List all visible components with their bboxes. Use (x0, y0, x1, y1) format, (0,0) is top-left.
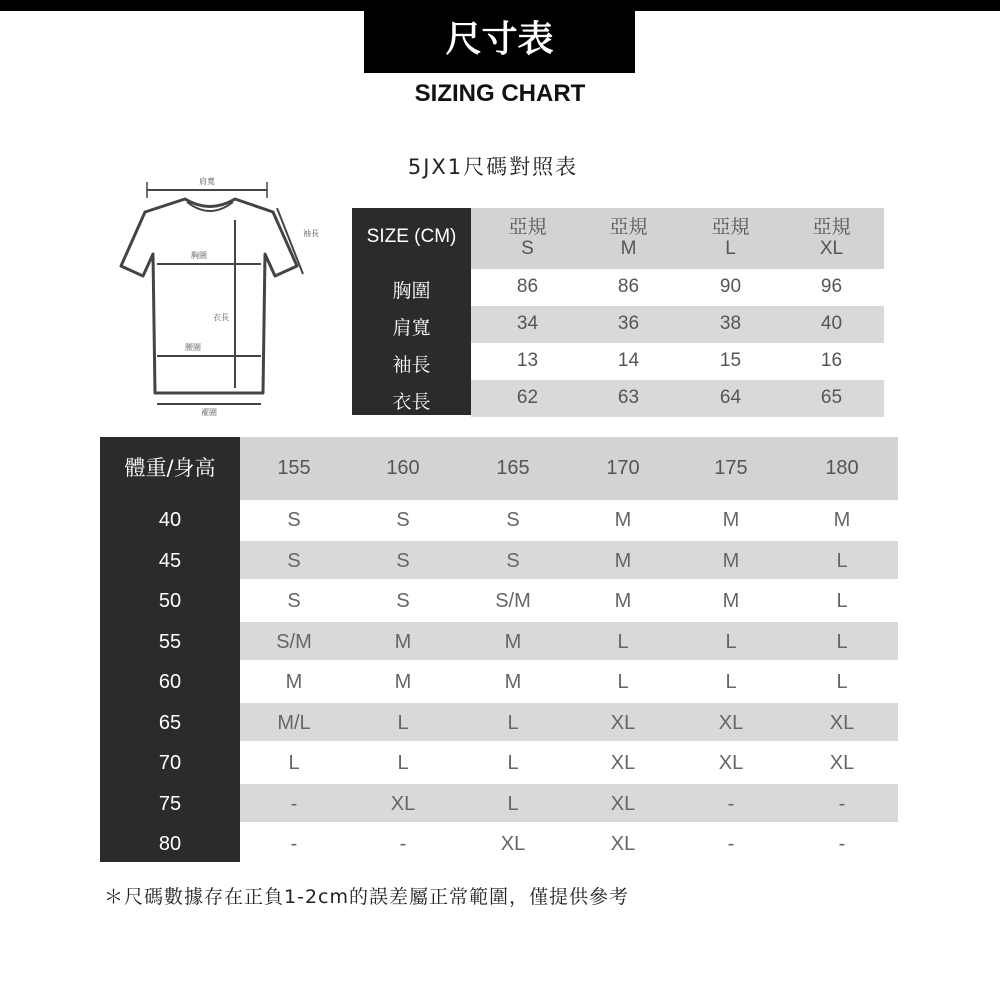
size-cell: L (725, 631, 737, 653)
size-cell: M (504, 671, 522, 693)
diagram-label-chest: 胸圍 (191, 251, 207, 260)
page-title: 尺寸表 (364, 0, 635, 73)
measurement-cell: 34 (516, 313, 539, 334)
size-cell: L (836, 631, 848, 653)
size-cell: - (290, 833, 298, 855)
size-col-s-line2: S (521, 238, 534, 259)
size-cell: XL (610, 793, 636, 815)
tshirt-diagram (115, 168, 325, 420)
size-cell: - (727, 833, 735, 855)
size-col-l-line2: L (725, 238, 736, 259)
weight-row-label: 75 (158, 793, 182, 815)
weight-row-label: 55 (158, 631, 182, 653)
size-cell: S (506, 550, 520, 572)
diagram-label-hem: 襬圍 (201, 408, 217, 417)
size-cell: S (287, 509, 301, 531)
size-cell: S (396, 509, 410, 531)
weight-row-label: 50 (158, 590, 182, 612)
measurement-row-label: 袖長 (392, 355, 431, 376)
height-col-header: 165 (496, 457, 530, 479)
measurement-corner: SIZE (CM) (366, 226, 457, 247)
size-col-m-line2: M (620, 238, 637, 259)
size-cell: M (722, 550, 740, 572)
size-cell: M (614, 590, 632, 612)
weight-height-table (100, 437, 898, 862)
size-cell: - (727, 793, 735, 815)
size-cell: L (397, 752, 409, 774)
size-cell: M (394, 631, 412, 653)
size-cell: - (399, 833, 407, 855)
measurement-cell: 16 (820, 350, 843, 371)
tshirt-outline (121, 199, 297, 393)
size-col-xl-line1: 亞規 (812, 217, 851, 238)
size-cell: XL (610, 752, 636, 774)
size-cell: S/M (276, 631, 312, 653)
measurement-table (352, 208, 884, 415)
measurement-cell: 38 (719, 313, 742, 334)
measurement-table-heading: 5JX1尺碼對照表 (407, 155, 579, 179)
size-cell: S (396, 590, 410, 612)
size-cell: M (504, 631, 522, 653)
measurement-cell: 62 (516, 387, 539, 408)
size-col-s (476, 217, 579, 259)
size-cell: L (507, 793, 519, 815)
measurement-cell: 65 (820, 387, 843, 408)
size-cell: - (838, 833, 846, 855)
measurement-cell: 96 (820, 276, 843, 297)
size-cell: M (394, 671, 412, 693)
measurement-cell: 63 (617, 387, 640, 408)
size-col-m (577, 217, 680, 259)
size-cell: M (833, 509, 851, 531)
size-cell: XL (610, 712, 636, 734)
weight-row-label: 60 (158, 671, 182, 693)
size-cell: L (836, 590, 848, 612)
size-cell: L (836, 550, 848, 572)
height-col-header: 170 (606, 457, 640, 479)
size-cell: XL (829, 752, 855, 774)
measurement-cell: 90 (719, 276, 742, 297)
size-cell: XL (718, 712, 744, 734)
height-col-header: 180 (825, 457, 859, 479)
size-cell: S (506, 509, 520, 531)
size-cell: M (722, 590, 740, 612)
size-cell: L (836, 671, 848, 693)
measurement-row-label: 胸圍 (392, 281, 431, 302)
measurement-cell: 36 (617, 313, 640, 334)
size-col-m-line1: 亞規 (609, 217, 648, 238)
size-cell: M (722, 509, 740, 531)
size-cell: - (838, 793, 846, 815)
size-cell: L (397, 712, 409, 734)
weight-height-corner: 體重/身高 (124, 456, 216, 480)
size-col-l (679, 217, 782, 259)
size-col-xl (780, 217, 883, 259)
sleeve-arrow (277, 208, 303, 274)
size-cell: L (507, 712, 519, 734)
size-cell: L (617, 671, 629, 693)
size-cell: L (725, 671, 737, 693)
measurement-cell: 15 (719, 350, 742, 371)
footnote: ＊尺碼數據存在正負1-2cm的誤差屬正常範圍，僅提供參考 (104, 886, 629, 908)
measurement-cell: 86 (617, 276, 640, 297)
measurement-cell: 64 (719, 387, 742, 408)
measurement-cell: 14 (617, 350, 640, 371)
measurement-cell: 13 (516, 350, 539, 371)
size-cell: XL (718, 752, 744, 774)
size-cell: M (285, 671, 303, 693)
size-cell: L (507, 752, 519, 774)
weight-row-label: 70 (158, 752, 182, 774)
height-col-header: 175 (714, 457, 748, 479)
measurement-row-label: 衣長 (392, 392, 431, 413)
diagram-label-waist: 腰圍 (185, 343, 201, 352)
weight-row-label: 45 (158, 550, 182, 572)
size-cell: XL (500, 833, 526, 855)
size-cell: M/L (277, 712, 311, 734)
size-cell: S (287, 590, 301, 612)
diagram-label-length: 衣長 (213, 313, 229, 322)
height-col-header: 155 (277, 457, 311, 479)
weight-row-label: 80 (158, 833, 182, 855)
size-cell: S/M (495, 590, 531, 612)
size-cell: S (396, 550, 410, 572)
size-col-xl-line2: XL (819, 238, 844, 259)
size-cell: L (288, 752, 300, 774)
size-cell: M (614, 550, 632, 572)
weight-row-label: 65 (158, 712, 182, 734)
diagram-label-shoulder: 肩寬 (199, 177, 215, 186)
measurement-cell: 86 (516, 276, 539, 297)
size-cell: S (287, 550, 301, 572)
size-col-s-line1: 亞規 (508, 217, 547, 238)
page-subtitle: SIZING CHART (414, 80, 586, 107)
size-cell: XL (390, 793, 416, 815)
size-cell: M (614, 509, 632, 531)
weight-row-label: 40 (158, 509, 182, 531)
measurement-row-label: 肩寬 (392, 318, 431, 339)
measurement-cell: 40 (820, 313, 843, 334)
height-col-header: 160 (386, 457, 420, 479)
size-col-l-line1: 亞規 (711, 217, 750, 238)
diagram-label-sleeve: 袖長 (303, 229, 319, 238)
size-cell: XL (610, 833, 636, 855)
size-cell: L (617, 631, 629, 653)
size-cell: - (290, 793, 298, 815)
size-cell: XL (829, 712, 855, 734)
